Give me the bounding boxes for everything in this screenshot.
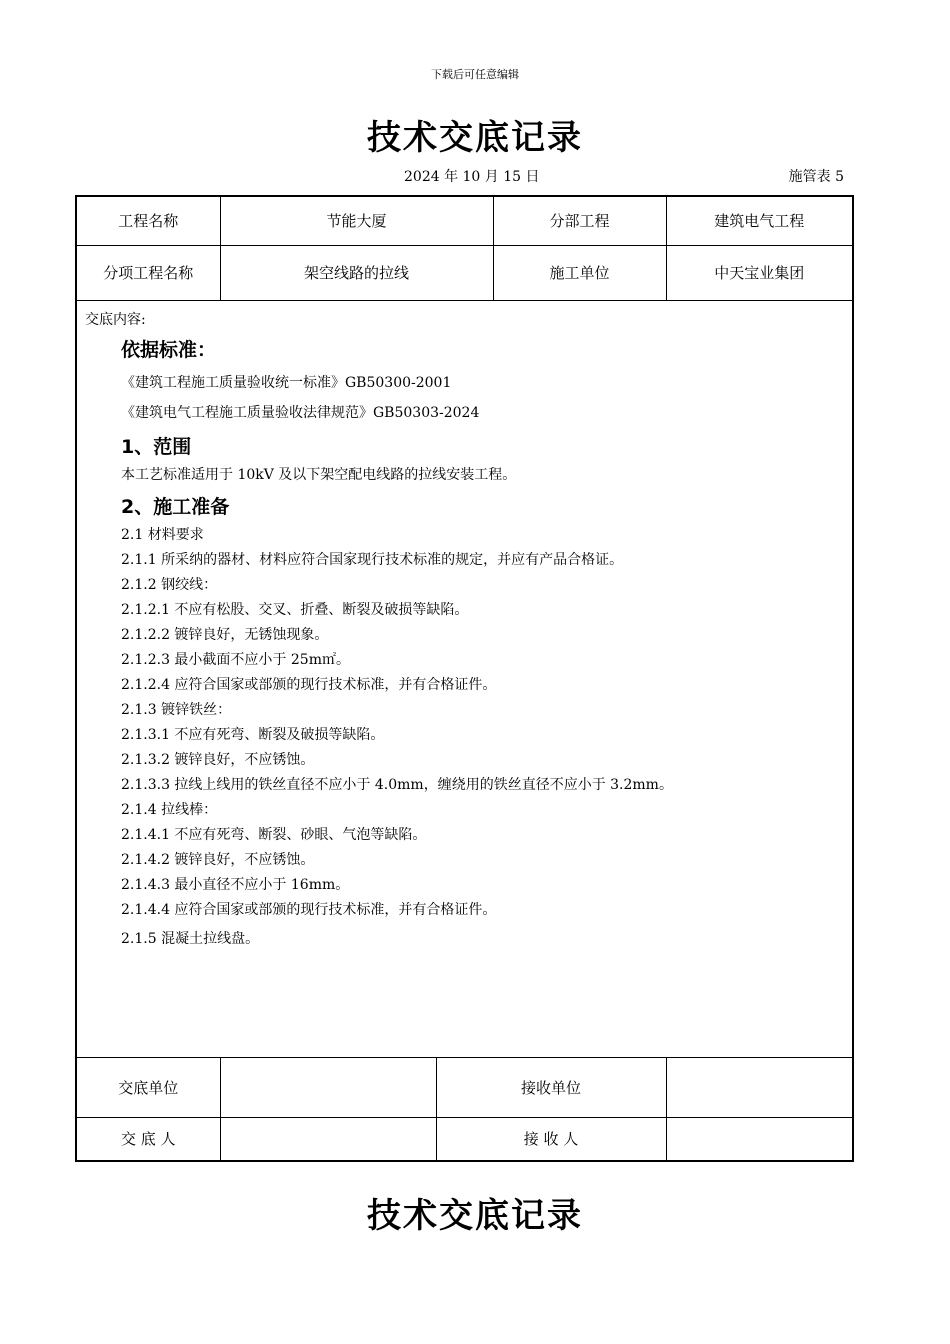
issuer-unit-value[interactable] — [220, 1057, 436, 1117]
project-name-value: 节能大厦 — [220, 196, 493, 245]
issuer-unit-label: 交底单位 — [76, 1057, 220, 1117]
prep-item: 2.1.3.1 不应有死弯、断裂及破损等缺陷。 — [121, 726, 385, 743]
prep-item: 2.1.2.3 最小截面不应小于 25m㎡。 — [121, 651, 350, 668]
subitem-name-label: 分项工程名称 — [76, 245, 220, 300]
scope-text: 本工艺标准适用于 10kV 及以下架空配电线路的拉线安装工程。 — [121, 466, 517, 483]
next-page-title: 技术交底记录 — [367, 1196, 583, 1236]
disclosure-content-cell — [76, 300, 853, 1057]
receiver-unit-label: 接收单位 — [436, 1057, 666, 1117]
subitem-name-value: 架空线路的拉线 — [220, 245, 493, 300]
page-title: 技术交底记录 — [367, 118, 583, 158]
prep-item: 2.1.3.2 镀锌良好，不应锈蚀。 — [121, 751, 315, 768]
project-name-label: 工程名称 — [76, 196, 220, 245]
prep-item: 2.1 材料要求 — [121, 526, 204, 543]
basis-heading: 依据标准： — [121, 338, 217, 361]
form-number: 施管表 5 — [788, 169, 844, 185]
disclosure-record-table — [75, 195, 854, 1162]
issuer-person-value[interactable] — [220, 1117, 436, 1161]
prep-item: 2.1.4.4 应符合国家或部颁的现行技术标准，并有合格证件。 — [121, 901, 497, 918]
basis-item: 《建筑电气工程施工质量验收法律规范》GB50303-2024 — [121, 404, 480, 421]
prep-item: 2.1.5 混凝土拉线盘。 — [121, 930, 260, 947]
prep-item: 2.1.3.3 拉线上线用的铁丝直径不应小于 4.0mm，缠绕用的铁丝直径不应小于 3.2mm。 — [121, 776, 673, 793]
prep-item: 2.1.2 钢绞线： — [121, 576, 218, 593]
prep-item: 2.1.4 拉线棒： — [121, 801, 218, 818]
prep-item: 2.1.3 镀锌铁丝： — [121, 701, 232, 718]
receiver-person-value[interactable] — [666, 1117, 853, 1161]
date: 2024 年 10 月 15 日 — [404, 169, 540, 185]
receiver-unit-value[interactable] — [666, 1057, 853, 1117]
preparation-heading: 2、施工准备 — [121, 495, 230, 518]
division-label: 分部工程 — [493, 196, 666, 245]
prep-item: 2.1.4.3 最小直径不应小于 16mm。 — [121, 876, 350, 893]
prep-item: 2.1.2.4 应符合国家或部颁的现行技术标准，并有合格证件。 — [121, 676, 497, 693]
content-label: 交底内容: — [85, 311, 146, 328]
issuer-person-label: 交 底 人 — [76, 1117, 220, 1161]
prep-item: 2.1.4.1 不应有死弯、断裂、砂眼、气泡等缺陷。 — [121, 826, 427, 843]
prep-item: 2.1.2.2 镀锌良好，无锈蚀现象。 — [121, 626, 329, 643]
prep-item: 2.1.2.1 不应有松股、交叉、折叠、断裂及破损等缺陷。 — [121, 601, 469, 618]
prep-item: 2.1.1 所采纳的器材、材料应符合国家现行技术标准的规定，并应有产品合格证。 — [121, 551, 624, 568]
receiver-person-label: 接 收 人 — [436, 1117, 666, 1161]
division-value: 建筑电气工程 — [666, 196, 853, 245]
contractor-value: 中天宝业集团 — [666, 245, 853, 300]
basis-item: 《建筑工程施工质量验收统一标准》GB50300-2001 — [121, 374, 452, 391]
scope-heading: 1、范围 — [121, 435, 192, 458]
contractor-label: 施工单位 — [493, 245, 666, 300]
prep-item: 2.1.4.2 镀锌良好，不应锈蚀。 — [121, 851, 315, 868]
header-note: 下载后可任意编辑 — [431, 68, 519, 81]
